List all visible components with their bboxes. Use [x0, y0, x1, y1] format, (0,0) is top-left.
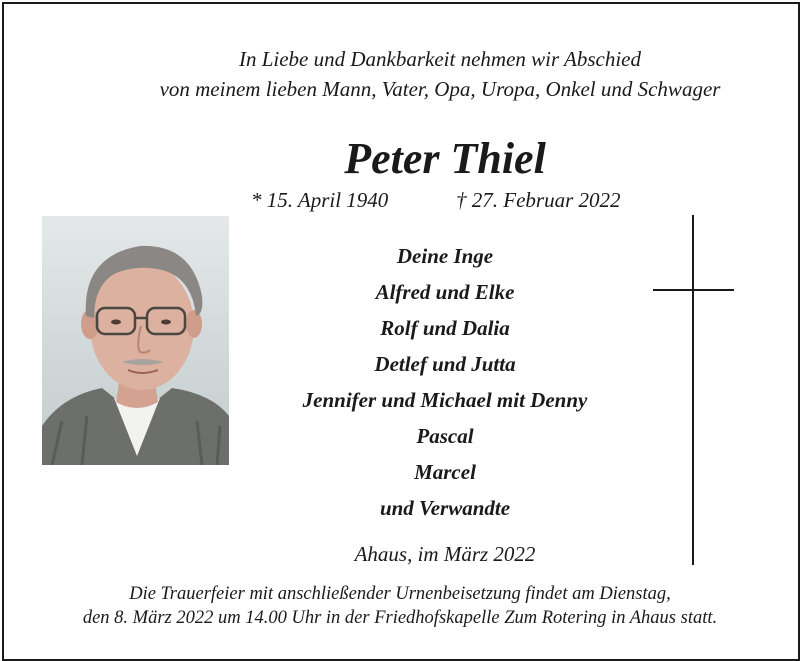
- intro-line-2: von meinem lieben Mann, Vater, Opa, Uropa, Onkel und Schwager: [159, 77, 721, 101]
- funeral-info-line-2: den 8. März 2022 um 14.00 Uhr in der Friedhofskapelle Zum Rotering in Ahaus statt.: [82, 608, 718, 628]
- mourner-line: Jennifer und Michael mit Denny: [302, 388, 588, 412]
- deceased-name: Peter Thiel: [344, 134, 546, 183]
- mourner-line: und Verwandte: [379, 496, 511, 520]
- mourner-line: Rolf und Dalia: [380, 316, 510, 340]
- mourners-list: [245, 238, 645, 526]
- cross-vertical-bar: [692, 215, 694, 565]
- funeral-info: [0, 582, 800, 630]
- death-date: † 27. Februar 2022: [456, 188, 621, 212]
- mourner-line: Deine Inge: [396, 244, 494, 268]
- birth-date: * 15. April 1940: [251, 188, 389, 212]
- funeral-info-line-1: Die Trauerfeier mit anschließender Urnenbeisetzung findet am Dienstag,: [129, 584, 671, 604]
- intro-line-1: In Liebe und Dankbarkeit nehmen wir Abschied: [238, 47, 642, 71]
- mourner-line: Alfred und Elke: [375, 280, 515, 304]
- cross-horizontal-bar: [653, 289, 734, 291]
- mourner-line: Pascal: [416, 424, 474, 448]
- portrait-photo: [42, 216, 229, 465]
- intro-text: [0, 44, 800, 104]
- place-and-date: Ahaus, im März 2022: [354, 542, 536, 566]
- mourner-line: Detlef und Jutta: [374, 352, 516, 376]
- mourner-line: Marcel: [414, 460, 476, 484]
